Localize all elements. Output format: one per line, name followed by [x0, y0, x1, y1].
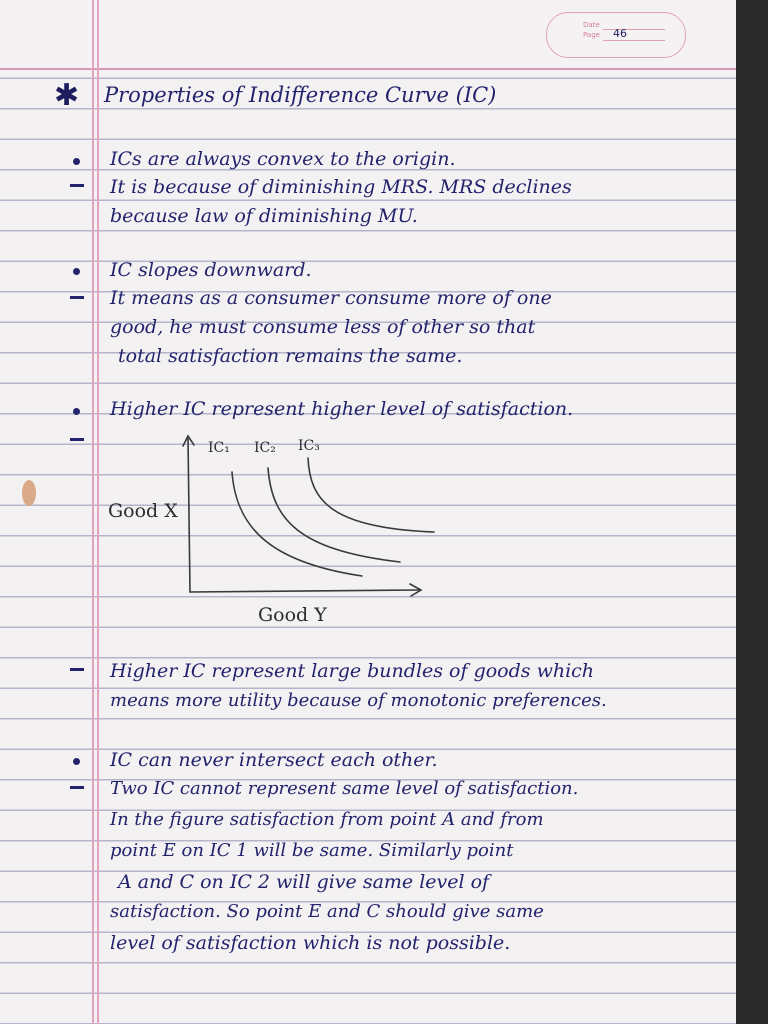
page-edge-mark	[22, 480, 36, 506]
indifference-curve-graph	[100, 430, 460, 634]
note-line: level of satisfaction which is not possible.	[110, 932, 511, 954]
curve-label-ic3: IC₃	[298, 438, 320, 454]
page-number: 46	[613, 27, 627, 40]
curve-ic1	[232, 472, 362, 576]
note-line: total satisfaction remains the same.	[118, 345, 463, 367]
dash-mark	[70, 668, 84, 671]
note-line: IC slopes downward.	[110, 259, 312, 281]
note-line: means more utility because of monotonic preferences.	[110, 690, 607, 711]
page-rule	[603, 40, 665, 41]
note-line: In the figure satisfaction from point A and from	[110, 809, 544, 830]
margin-line	[92, 0, 94, 1024]
note-line: It is because of diminishing MRS. MRS declines	[110, 176, 572, 198]
curve-ic2	[268, 468, 400, 562]
page-title: Properties of Indifference Curve (IC)	[104, 83, 497, 107]
dash-mark	[70, 786, 84, 789]
x-axis-label: Good Y	[258, 604, 327, 626]
y-axis	[188, 438, 190, 592]
note-line: satisfaction. So point E and C should give same	[110, 901, 544, 922]
note-line: good, he must consume less of other so that	[110, 316, 536, 338]
bullet-dot	[73, 158, 80, 165]
dash-mark	[70, 296, 84, 299]
dash-mark	[70, 184, 84, 187]
note-line: Higher IC represent higher level of satisfaction.	[110, 398, 574, 420]
page-label: Page	[583, 31, 600, 39]
y-axis-label: Good X	[108, 500, 178, 522]
note-line: point E on IC 1 will be same. Similarly point	[110, 840, 514, 861]
curve-ic3	[308, 458, 434, 532]
x-axis	[190, 590, 420, 592]
bullet-dot	[73, 408, 80, 415]
curve-label-ic2: IC₂	[254, 440, 276, 456]
note-line: Two IC cannot represent same level of satisfaction.	[110, 778, 579, 799]
dash-mark	[70, 438, 84, 441]
graph-svg	[100, 430, 460, 630]
date-page-stamp	[546, 12, 686, 58]
note-line: A and C on IC 2 will give same level of	[118, 871, 490, 893]
bullet-dot	[73, 268, 80, 275]
margin-line	[97, 0, 99, 1024]
curve-label-ic1: IC₁	[208, 440, 230, 456]
title-star-icon: ✱	[54, 78, 80, 113]
bullet-dot	[73, 758, 80, 765]
note-line: Higher IC represent large bundles of goods which	[110, 660, 595, 682]
date-label: Date	[583, 21, 600, 29]
note-line: It means as a consumer consume more of one	[110, 287, 552, 309]
note-line: because law of diminishing MU.	[110, 205, 418, 227]
note-line: ICs are always convex to the origin.	[110, 148, 456, 170]
note-line: IC can never intersect each other.	[110, 749, 438, 771]
